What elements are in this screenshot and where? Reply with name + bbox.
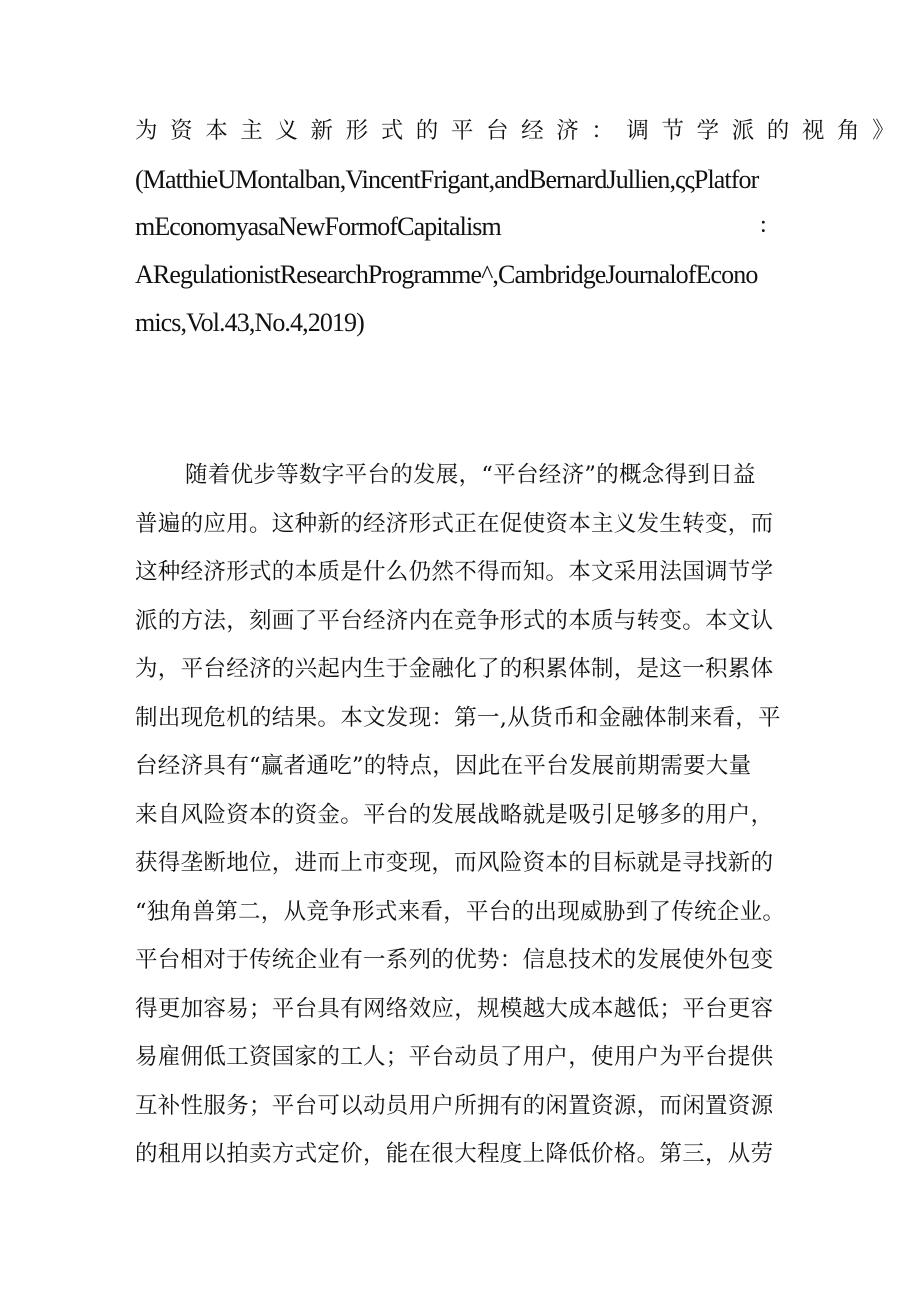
abstract-line-13: 易雇佣低工资国家的工人；平台动员了用户，使用户为平台提供 (135, 1044, 774, 1070)
abstract-line-6: 制出现危机的结果。本文发现：第一,从货币和金融体制来看，平 (135, 705, 781, 731)
abstract-line-10: “独角兽第二，从竞争形式来看，平台的出现威胁到了传统企业。 (135, 899, 786, 925)
abstract-line-9: 获得垄断地位，进而上市变现，而风险资本的目标就是寻找新的 (135, 850, 774, 876)
abstract-line-15: 的租用以拍卖方式定价，能在很大程度上降低价格。第三，从劳 (135, 1141, 774, 1167)
abstract-line-12: 得更加容易；平台具有网络效应，规模越大成本越低；平台更容 (135, 996, 774, 1022)
abstract-line-14: 互补性服务；平台可以动员用户所拥有的闲置资源，而闲置资源 (135, 1093, 774, 1119)
abstract-line-2: 普遍的应用。这种新的经济形式正在促使资本主义发生转变，而 (135, 511, 774, 537)
citation-line-3: mEconomyasaNewFormofCapitalism (135, 212, 501, 241)
citation-line-5: mics,Vol.43,No.4,2019) (135, 308, 364, 337)
abstract-line-5: 为，平台经济的兴起内生于金融化了的积累体制，是这一积累体 (135, 656, 774, 682)
citation-line-1: 为资本主义新形式的平台经济：调节学派的视角》 (135, 118, 908, 144)
abstract-line-3: 这种经济形式的本质是什么仍然不得而知。本文采用法国调节学 (135, 559, 774, 585)
citation-line-4: ARegulationistResearchProgramme^,CambridgeJournalofEcono (135, 260, 758, 289)
abstract-line-8: 来自风险资本的资金。平台的发展战略就是吸引足够多的用户， (135, 802, 774, 828)
abstract-line-11: 平台相对于传统企业有一系列的优势：信息技术的发展使外包变 (135, 947, 774, 973)
abstract-line-1: 随着优步等数字平台的发展，“平台经济”的概念得到日益 (185, 462, 756, 488)
abstract-line-4: 派的方法，刻画了平台经济内在竞争形式的本质与转变。本文认 (135, 608, 774, 634)
citation-line-2: (MatthieUMontalban,VincentFrigant,andBernardJullien,ςςPlatfor (135, 165, 759, 194)
abstract-line-7: 台经济具有“赢者通吃”的特点，因此在平台发展前期需要大量 (135, 753, 752, 779)
citation-colon: : (760, 212, 767, 238)
